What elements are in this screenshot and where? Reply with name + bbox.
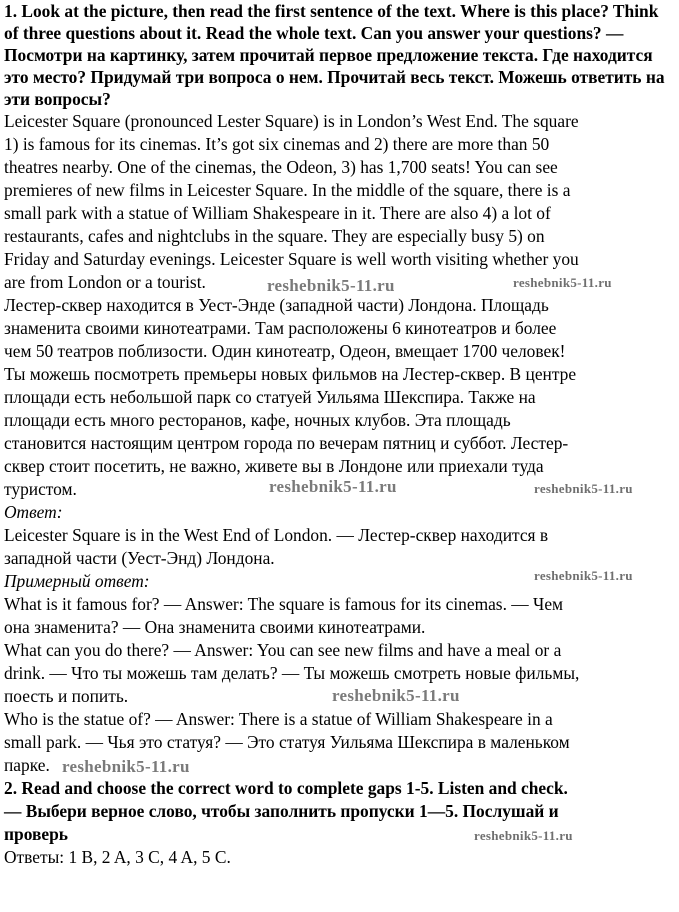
question-1: What is it famous for? — Answer: The square is famous for its cinemas. — Чем она знаменита? — Она знаменита своими кинотеатрами. <box>4 594 564 637</box>
task1-text-english: Leicester Square (pronounced Lester Square) is in London’s West End. The square 1) is famous for its cinemas. It’s got six cinemas and 2) there are more than 50 theatres nearby. One of the cinemas, the Odeon, 3) has 1,700 seats! You can see premieres of new films in Leicester Square. In the middle of the square, there is a small park with a statue of William Shakespeare in it. There are also 4) a lot of restaurants, cafes and nightclubs in the square. They are especially busy 5) on Friday and Saturday evenings. Leicester Square is well worth visiting whether you are from London or a tourist. <box>4 111 579 292</box>
watermark: reshebnik5-11.ru <box>534 481 633 496</box>
question-3: Who is the statue of? — Answer: There is a statue of William Shakespeare in a small park. — Чья это статуя? — Это статуя Уильяма Шекспира в маленьком парке. <box>4 709 570 775</box>
task1-heading: 1. Look at the picture, then read the first sentence of the text. Where is this place? Think of three questions about it. Read the whole text. Can you answer your questions? — Посмотри на картинку, затем прочитай первое предложение текста. Где находится это место? Придумай три вопроса о нем. Прочитай весь текст. Можешь ответить на эти вопросы? <box>4 1 665 109</box>
watermark: reshebnik5-11.ru <box>269 477 397 496</box>
watermark: reshebnik5-11.ru <box>513 275 612 290</box>
watermark: reshebnik5-11.ru <box>474 828 573 843</box>
document-page <box>4 0 674 869</box>
task2-heading: 2. Read and choose the correct word to complete gaps 1-5. Listen and check. — Выбери верное слово, чтобы заполнить пропуски 1—5. Послушай и проверь <box>4 778 568 844</box>
task2-answers: Ответы: 1 B, 2 A, 3 C, 4 A, 5 C. <box>4 847 231 867</box>
sample-answer-label: Примерный ответ: <box>4 571 150 591</box>
watermark: reshebnik5-11.ru <box>332 686 460 705</box>
watermark: reshebnik5-11.ru <box>267 276 395 295</box>
question-2: What can you do there? — Answer: You can see new films and have a meal or a drink. — Что ты можешь там делать? — Ты можешь смотреть новые фильмы, поесть и попить. <box>4 640 580 706</box>
watermark: reshebnik5-11.ru <box>534 568 633 583</box>
watermark: reshebnik5-11.ru <box>62 757 190 776</box>
answer-text: Leicester Square is in the West End of London. — Лестер-сквер находится в западной части (Уест-Энд) Лондона. <box>4 525 549 568</box>
task1-text-russian: Лестер-сквер находится в Уест-Энде (западной части) Лондона. Площадь знаменита своими кинотеатрами. Там расположены 6 кинотеатров и более чем 50 театров поблизости. Один кинотеатр, Одеон, вмещает 1700 человек! Ты можешь посмотреть премьеры новых фильмов на Лестер-сквер. В центре площади есть небольшой парк со статуей Уильяма Шекспира. Также на площади есть много ресторанов, кафе, ночных клубов. Эта площадь становится настоящим центром города по вечерам пятниц и суббот. Лестер- сквер стоит посетить, не важно, живете вы в Лондоне или приехали туда туристом. <box>4 295 577 499</box>
answer-label: Ответ: <box>4 502 63 522</box>
